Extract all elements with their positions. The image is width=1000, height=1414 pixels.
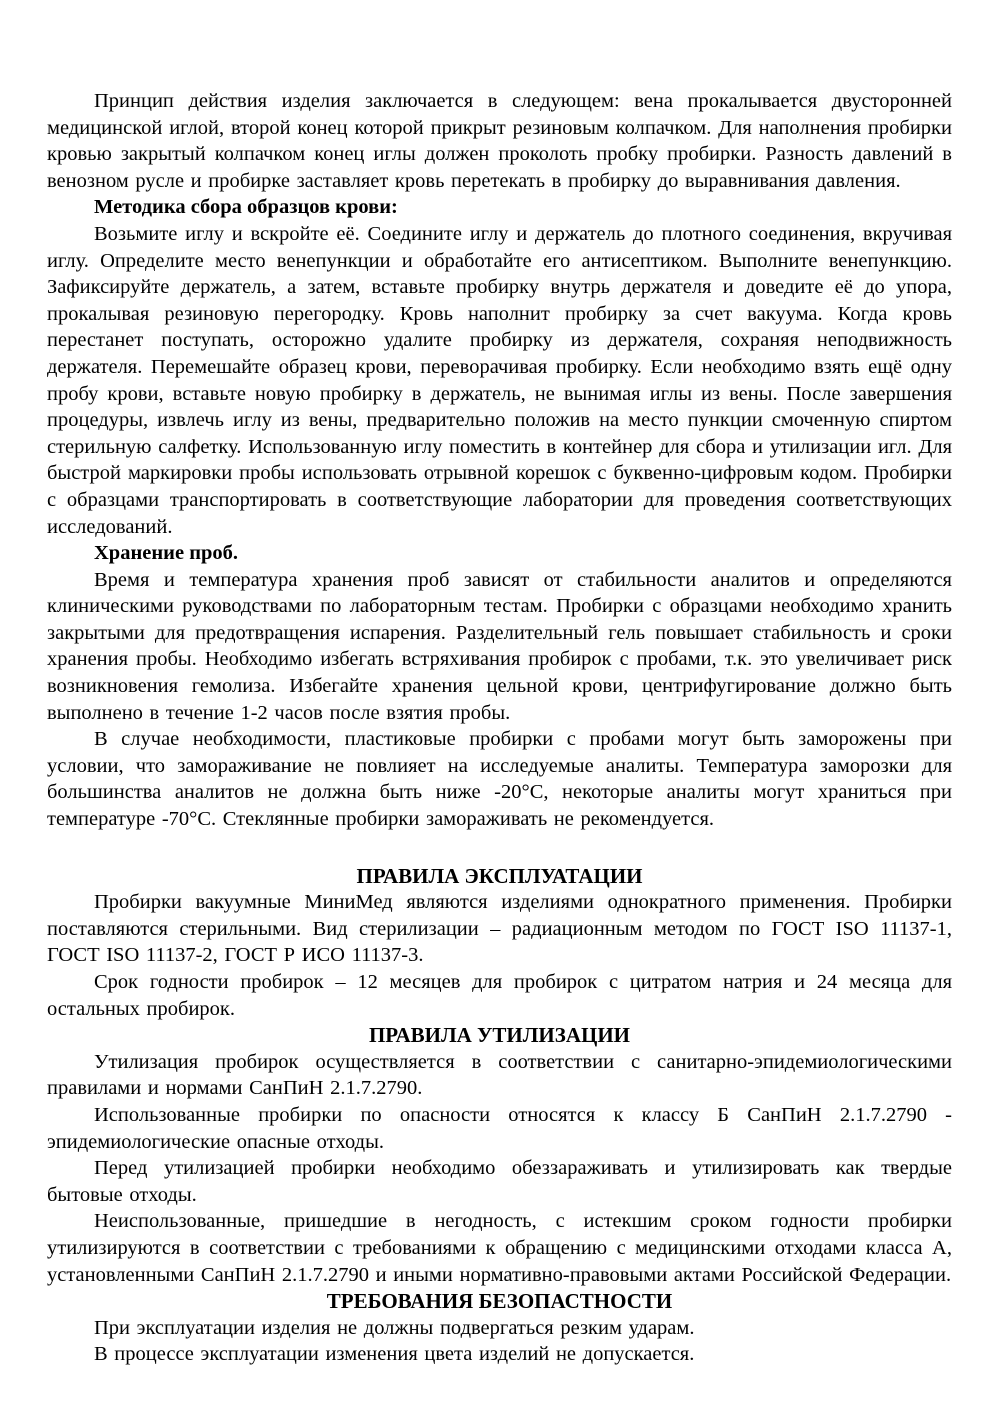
paragraph-8: Срок годности пробирок – 12 месяцев для пробирок с цитратом натрия и 24 месяца для остальных пробирок. <box>47 971 952 1020</box>
paragraph-15: При эксплуатации изделия не должны подвергаться резким ударам. <box>94 1316 695 1339</box>
paragraph-13: Неиспользованные, пришедшие в негодность, с истекшим сроком годности пробирки утилизируются в соответствии с требованиями к обращению с медицинскими отходами класса А, установленными СанПиН 2.1.7.2790 и иными нормативно-правовыми актами Российской Федерации. <box>47 1210 952 1286</box>
paragraph-10: Утилизация пробирок осуществляется в соответствии с санитарно-эпидемиологическими правилами и нормами СанПиН 2.1.7.2790. <box>47 1050 952 1100</box>
subheading-3: Хранение проб. <box>94 542 239 565</box>
document-body <box>47 88 952 1368</box>
paragraph-11: Использованные пробирки по опасности относятся к классу Б СанПиН 2.1.7.2790 - эпидемиологические опасные отходы. <box>47 1103 952 1153</box>
heading-14: ТРЕБОВАНИЯ БЕЗОПАСТНОСТИ <box>326 1289 673 1314</box>
heading-9: ПРАВИЛА УТИЛИЗАЦИИ <box>368 1023 631 1048</box>
paragraph-7: Пробирки вакуумные МиниМед являются изделиями однократного применения. Пробирки поставляются стерильными. Вид стерилизации – радиационным методом по ГОСТ ISO 11137-1, ГОСТ ISO 11137-2, ГОСТ Р ИСО 11137-3. <box>47 891 952 967</box>
paragraph-2: Возьмите иглу и вскройте её. Соедините иглу и держатель до плотного соединения, вкручивая иглу. Определите место венепункции и обработайте его антисептиком. Выполните венепункцию. Зафиксируйте держатель, а затем, вставьте пробирку внутрь держателя и доведите её до упора, прокалывая резиновую перегородку. Кровь наполнит пробирку за счет вакуума. Когда кровь перестанет поступать, осторожно удалите пробирку из держателя, сохраняя неподвижность держателя. Перемешайте образец крови, переворачивая пробирку. Если необходимо взять ещё одну пробу крови, вставьте новую пробирку в держатель, не вынимая иглы из вены. После завершения процедуры, извлечь иглу из вены, предварительно положив на место пункции смоченную спиртом стерильную салфетку. Использованную иглу поместить в контейнер для сбора и утилизации игл. Для быстрой маркировки пробы использовать отрывной корешок с буквенно-цифровым кодом. Пробирки с образцами транспортировать в соответствующие лаборатории для проведения соответствующих исследований. <box>47 222 952 538</box>
subheading-1: Методика сбора образцов крови: <box>94 196 398 219</box>
paragraph-4: Время и температура хранения проб зависят от стабильности аналитов и определяются клиническими руководствами по лабораторным тестам. Пробирки с образцами необходимо хранить закрытыми для предотвращения испарения. Разделительный гель повышает стабильность и сроки хранения пробы. Необходимо избегать встряхивания пробирок с пробами, т.к. это увеличивает риск возникновения гемолиза. Избегайте хранения цельной крови, центрифугирование должно быть выполнено в течение 1-2 часов после взятия пробы. <box>47 568 952 724</box>
paragraph-5: В случае необходимости, пластиковые пробирки с пробами могут быть заморожены при условии, что замораживание не повлияет на исследуемые аналиты. Температура заморозки для большинства аналитов не должна быть ниже -20°С, некоторые аналиты могут храниться при температуре -70°С. Стеклянные пробирки замораживать не рекомендуется. <box>47 728 952 831</box>
paragraph-0: Принцип действия изделия заключается в следующем: вена прокалывается двусторонней медицинской иглой, второй конец которой прикрыт резиновым колпачком. Для наполнения пробирки кровью закрытый колпачком конец иглы должен проколоть пробку пробирки. Разность давлений в венозном русле и пробирке заставляет кровь перетекать в пробирку до выравнивания давления. <box>47 90 952 192</box>
paragraph-12: Перед утилизацией пробирки необходимо обеззараживать и утилизировать как твердые бытовые отходы. <box>47 1157 952 1206</box>
heading-6: ПРАВИЛА ЭКСПЛУАТАЦИИ <box>356 863 643 888</box>
paragraph-16: В процессе эксплуатации изменения цвета изделий не допускается. <box>94 1343 695 1366</box>
